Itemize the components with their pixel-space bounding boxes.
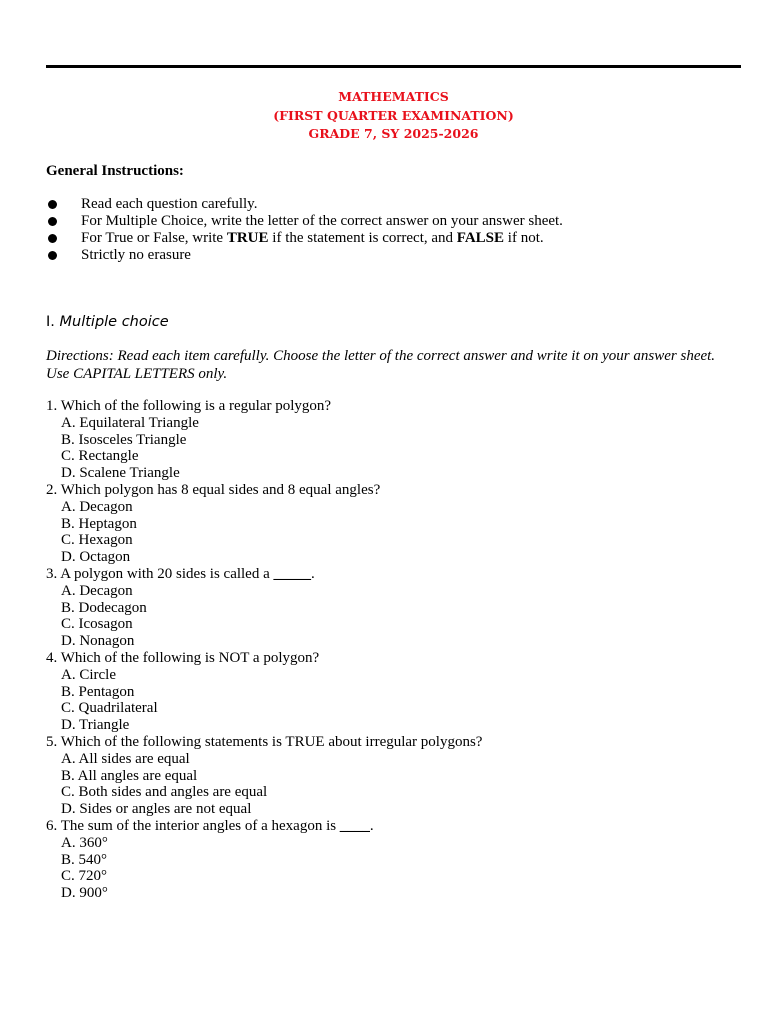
- instruction-text: Strictly no erasure: [81, 247, 191, 263]
- top-rule-divider: [46, 65, 741, 68]
- section-title: Multiple choice: [59, 314, 169, 330]
- question-number: 6.: [46, 817, 58, 834]
- question-5: [46, 734, 482, 751]
- answer-option: D. Sides or angles are not equal: [61, 801, 252, 818]
- answer-option: B. Dodecagon: [61, 599, 147, 616]
- instruction-text-post: if not.: [504, 230, 544, 246]
- answer-blank: _____: [273, 565, 311, 582]
- answer-option: B. Pentagon: [61, 683, 135, 700]
- question-list: [46, 398, 482, 902]
- bullet-icon: [48, 217, 57, 226]
- answer-option: A. All sides are equal: [61, 750, 190, 767]
- question-4: [46, 650, 482, 667]
- answer-blank: ____: [339, 817, 370, 834]
- instruction-text-mid: if the statement is correct, and: [268, 230, 457, 246]
- question-number: 4.: [46, 649, 58, 666]
- question-text: Which of the following is NOT a polygon?: [60, 649, 320, 666]
- answer-option: A. 360°: [61, 834, 108, 851]
- question-text: Which polygon has 8 equal sides and 8 equal angles?: [60, 481, 381, 498]
- question-1: [46, 398, 482, 415]
- answer-option: B. Heptagon: [61, 515, 137, 532]
- instruction-false-keyword: FALSE: [456, 230, 505, 246]
- question-number: 1.: [46, 398, 58, 414]
- section-number: I.: [46, 314, 55, 330]
- section-directions: [46, 347, 746, 383]
- instruction-text-pre: For True or False, write: [81, 230, 227, 246]
- instruction-item: [46, 230, 563, 247]
- answer-option: D. Nonagon: [61, 633, 135, 650]
- directions-line: Directions: Read each item carefully. Choose the letter of the correct answer and write it on your answer sheet.: [46, 348, 716, 364]
- answer-option: B. All angles are equal: [61, 767, 198, 784]
- bullet-icon: [48, 251, 57, 260]
- question-number: 5.: [46, 733, 58, 750]
- instruction-text: For Multiple Choice, write the letter of the correct answer on your answer sheet.: [81, 213, 563, 229]
- question-text-end: .: [311, 565, 315, 582]
- answer-option: B. 540°: [61, 851, 108, 868]
- answer-option: A. Equilateral Triangle: [61, 414, 199, 431]
- answer-option: A. Decagon: [61, 498, 133, 515]
- answer-option: C. 720°: [61, 868, 108, 885]
- question-text: A polygon with 20 sides is called a: [60, 565, 274, 582]
- instruction-item: [46, 247, 563, 264]
- answer-option: C. Both sides and angles are equal: [61, 784, 268, 801]
- answer-option: C. Icosagon: [61, 616, 133, 633]
- instruction-true-keyword: TRUE: [226, 230, 269, 246]
- answer-option: D. Octagon: [61, 549, 131, 566]
- exam-grade-title: GRADE 7, SY 2025-2026: [308, 126, 479, 141]
- question-text: Which of the following statements is TRUE about irregular polygons?: [60, 733, 483, 750]
- question-text: Which of the following is a regular polygon?: [60, 398, 332, 414]
- exam-title-block: [46, 88, 741, 144]
- instruction-item: [46, 196, 563, 213]
- section-heading: [46, 312, 169, 332]
- question-3: [46, 566, 482, 583]
- bullet-icon: [48, 234, 57, 243]
- answer-option: C. Rectangle: [61, 448, 139, 465]
- answer-option: C. Quadrilateral: [61, 700, 158, 717]
- answer-option: B. Isosceles Triangle: [61, 431, 187, 448]
- question-number: 2.: [46, 481, 58, 498]
- instructions-list: [46, 196, 563, 264]
- question-6: [46, 818, 482, 835]
- answer-option: C. Hexagon: [61, 532, 133, 549]
- exam-subject-title: MATHEMATICS: [338, 89, 449, 104]
- instruction-text: Read each question carefully.: [81, 196, 258, 212]
- answer-option: D. 900°: [61, 885, 108, 902]
- exam-quarter-title: (FIRST QUARTER EXAMINATION): [273, 107, 514, 123]
- answer-option: D. Scalene Triangle: [61, 465, 180, 482]
- directions-line: Use CAPITAL LETTERS only.: [46, 366, 228, 382]
- question-text-end: .: [369, 817, 374, 834]
- answer-option: A. Decagon: [61, 582, 133, 599]
- question-number: 3.: [46, 565, 58, 582]
- question-text: The sum of the interior angles of a hexagon is: [60, 817, 340, 834]
- answer-option: D. Triangle: [61, 717, 130, 734]
- instruction-item: [46, 213, 563, 230]
- question-2: [46, 482, 482, 499]
- bullet-icon: [48, 200, 57, 209]
- answer-option: A. Circle: [61, 666, 116, 683]
- general-instructions-heading: General Instructions:: [46, 163, 184, 179]
